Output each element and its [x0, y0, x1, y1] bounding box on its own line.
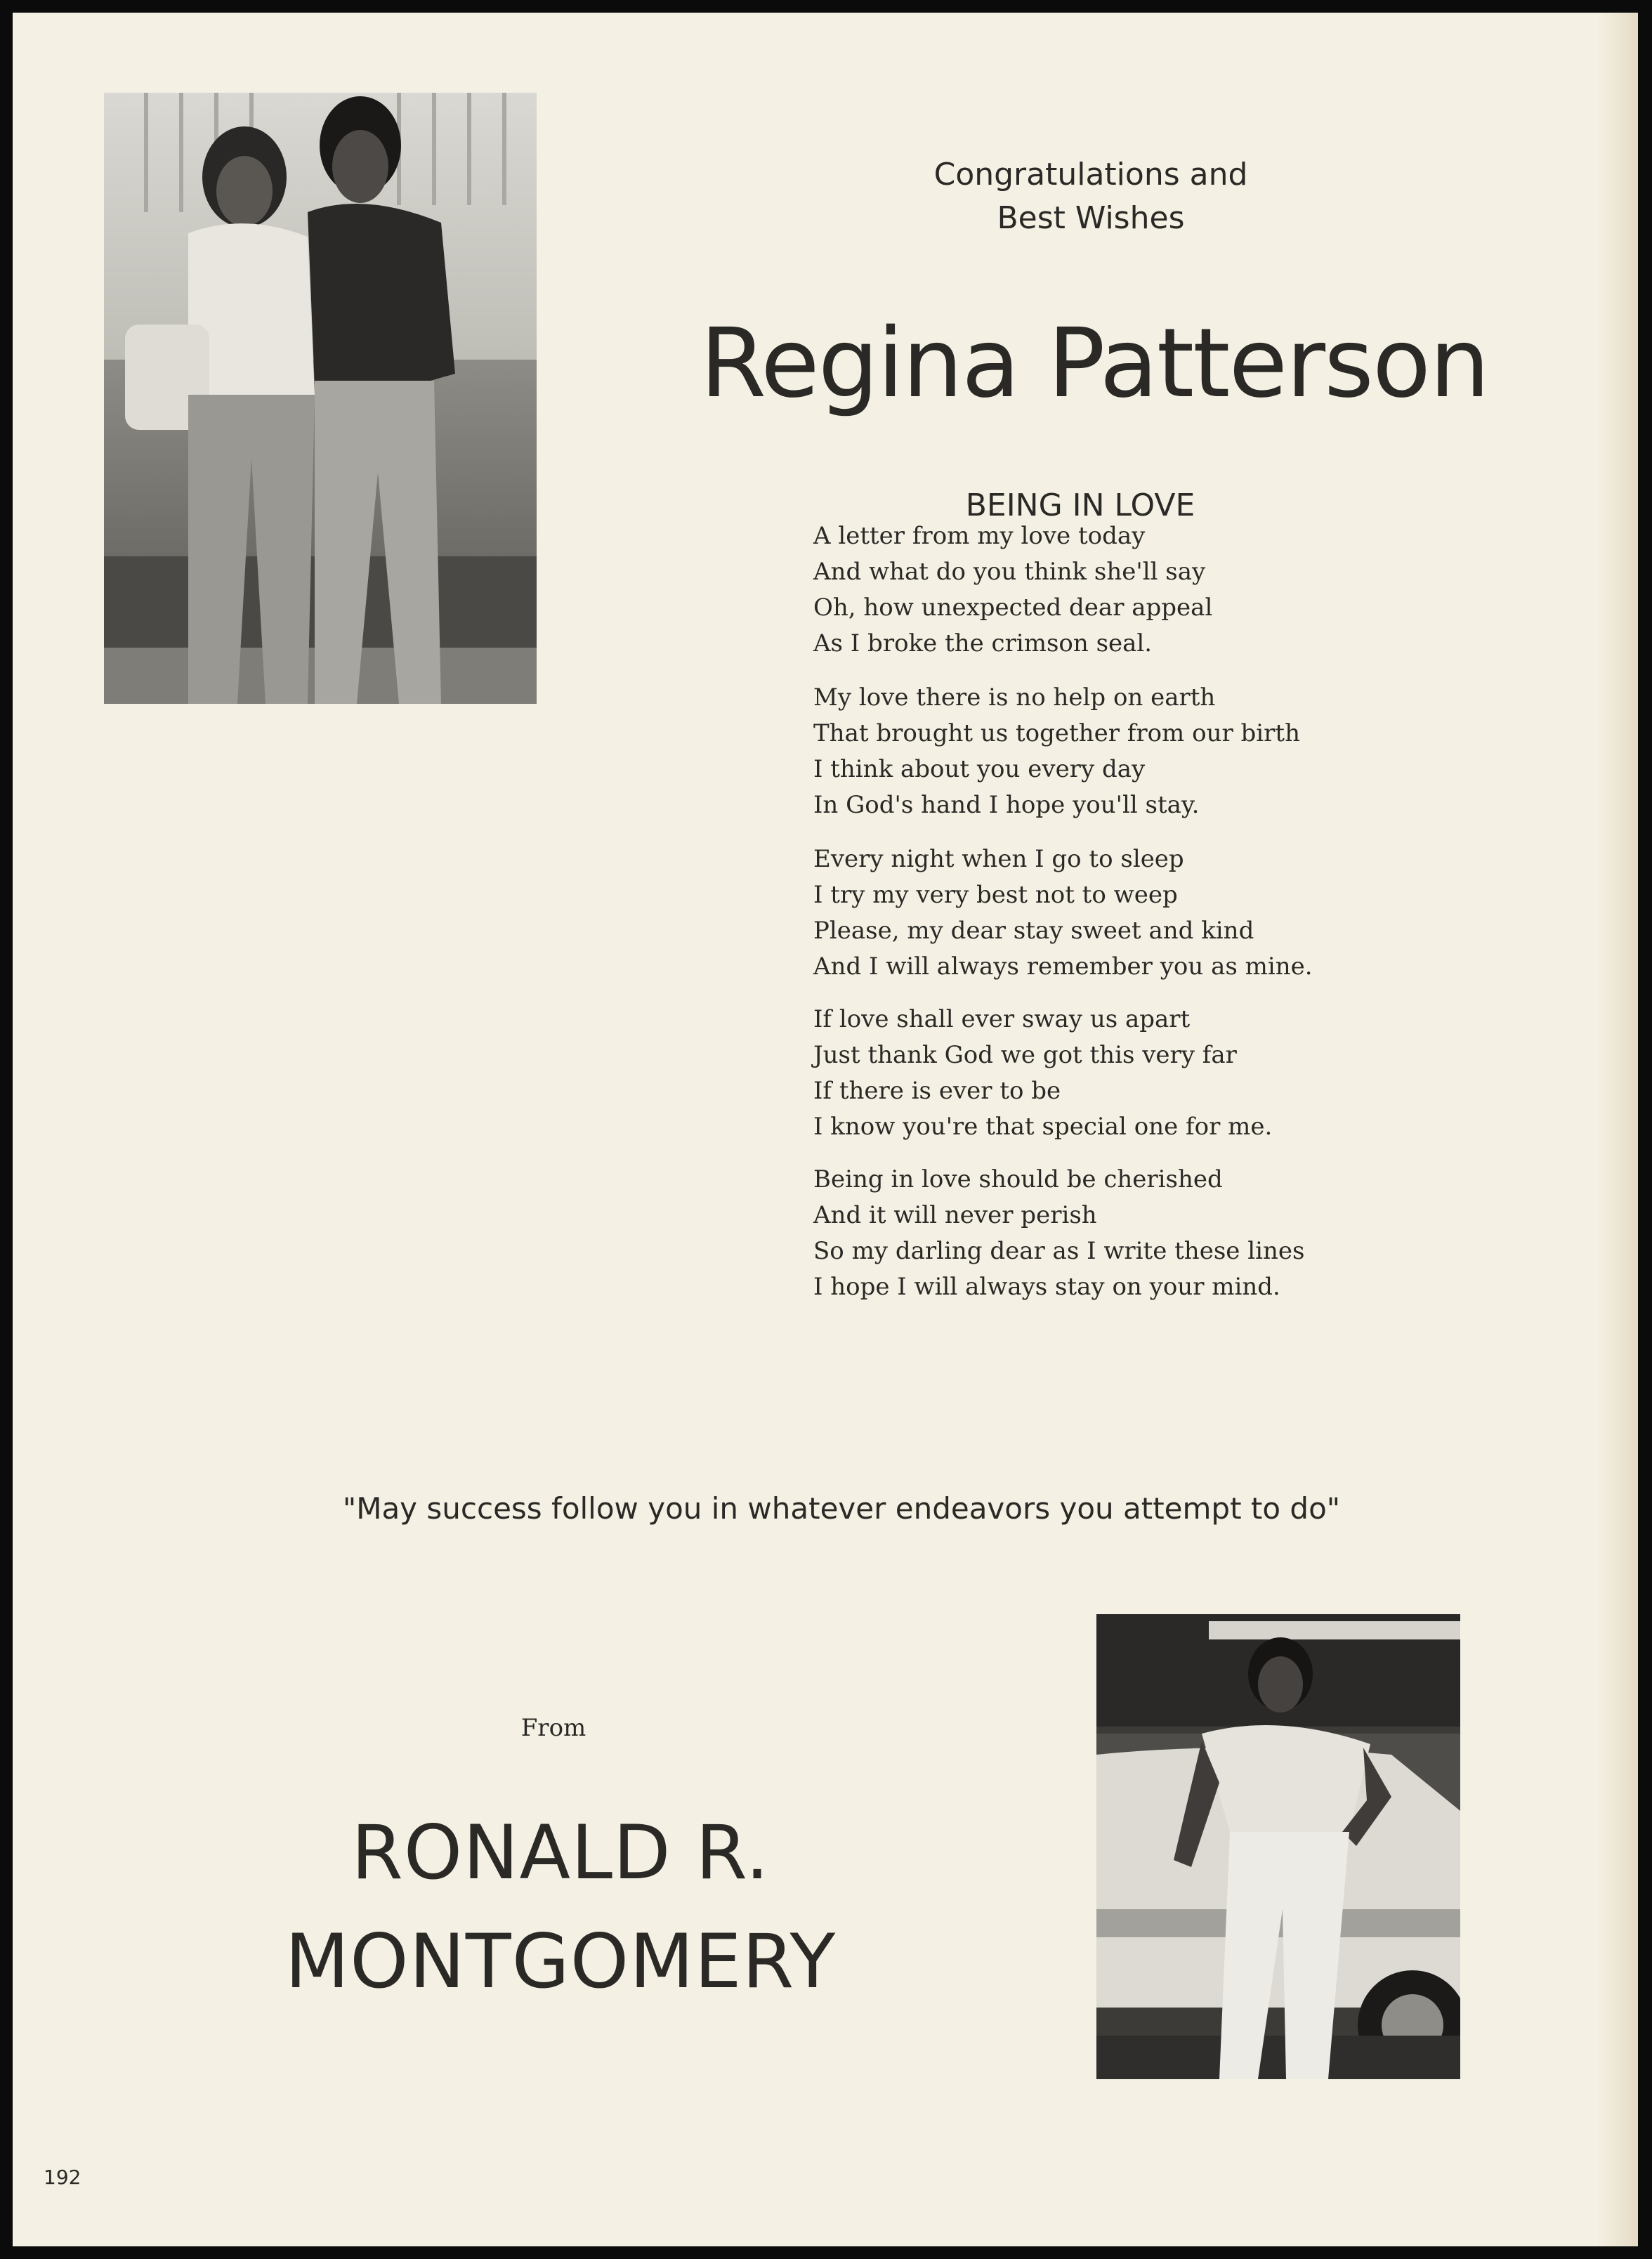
poem-line: And I will always remember you as mine.	[813, 952, 1313, 981]
couple-photo	[104, 93, 537, 704]
poem-line: Just thank God we got this very far	[813, 1041, 1237, 1069]
from-label: From	[520, 1714, 586, 1742]
poem-stanza-2	[813, 680, 1375, 823]
poem-line: Oh, how unexpected dear appeal	[813, 594, 1213, 622]
giver-name	[209, 1798, 912, 2016]
poem-line: My love there is no help on earth	[813, 683, 1216, 712]
poem-title: BEING IN LOVE	[965, 487, 1195, 523]
poem-line: So my darling dear as I write these lines	[813, 1237, 1305, 1265]
poem-stanza-1	[813, 518, 1375, 662]
greeting-line-1: Congratulations and	[933, 157, 1248, 192]
yearbook-page	[13, 13, 1638, 2246]
poem-line: A letter from my love today	[813, 522, 1146, 550]
poem-line: That brought us together from our birth	[813, 719, 1300, 747]
well-wishes-quote: "May success follow you in whatever endeavors you attempt to do"	[342, 1491, 1341, 1526]
poem-stanza-5	[813, 1162, 1375, 1305]
giver-name-line-1: RONALD R.	[351, 1809, 770, 1896]
poem-stanza-4	[813, 1002, 1375, 1145]
poem-line: If love shall ever sway us apart	[813, 1005, 1191, 1033]
page-number: 192	[44, 2166, 81, 2189]
poem-line: Being in love should be cherished	[813, 1165, 1223, 1193]
poem-line: Please, my dear stay sweet and kind	[813, 917, 1254, 945]
poem-line: I try my very best not to weep	[813, 881, 1178, 909]
poem-line: Every night when I go to sleep	[813, 845, 1184, 873]
ronald-photo	[1096, 1614, 1460, 2079]
greeting	[901, 153, 1280, 240]
poem-line: As I broke the crimson seal.	[813, 629, 1153, 657]
couple-photo-image	[104, 93, 537, 704]
poem-stanza-3	[813, 842, 1375, 985]
poem-line: In God's hand I hope you'll stay.	[813, 791, 1200, 819]
greeting-line-2: Best Wishes	[997, 200, 1185, 236]
ronald-photo-image	[1096, 1614, 1460, 2079]
poem-line: And it will never perish	[813, 1201, 1097, 1229]
poem-line: I hope I will always stay on your mind.	[813, 1273, 1280, 1301]
poem-line: I think about you every day	[813, 755, 1146, 783]
poem-line: I know you're that special one for me.	[813, 1113, 1273, 1141]
poem-line: If there is ever to be	[813, 1077, 1061, 1105]
giver-name-line-2: MONTGOMERY	[284, 1918, 837, 2005]
honoree-name: Regina Patterson	[700, 308, 1489, 419]
poem-line: And what do you think she'll say	[813, 558, 1206, 586]
